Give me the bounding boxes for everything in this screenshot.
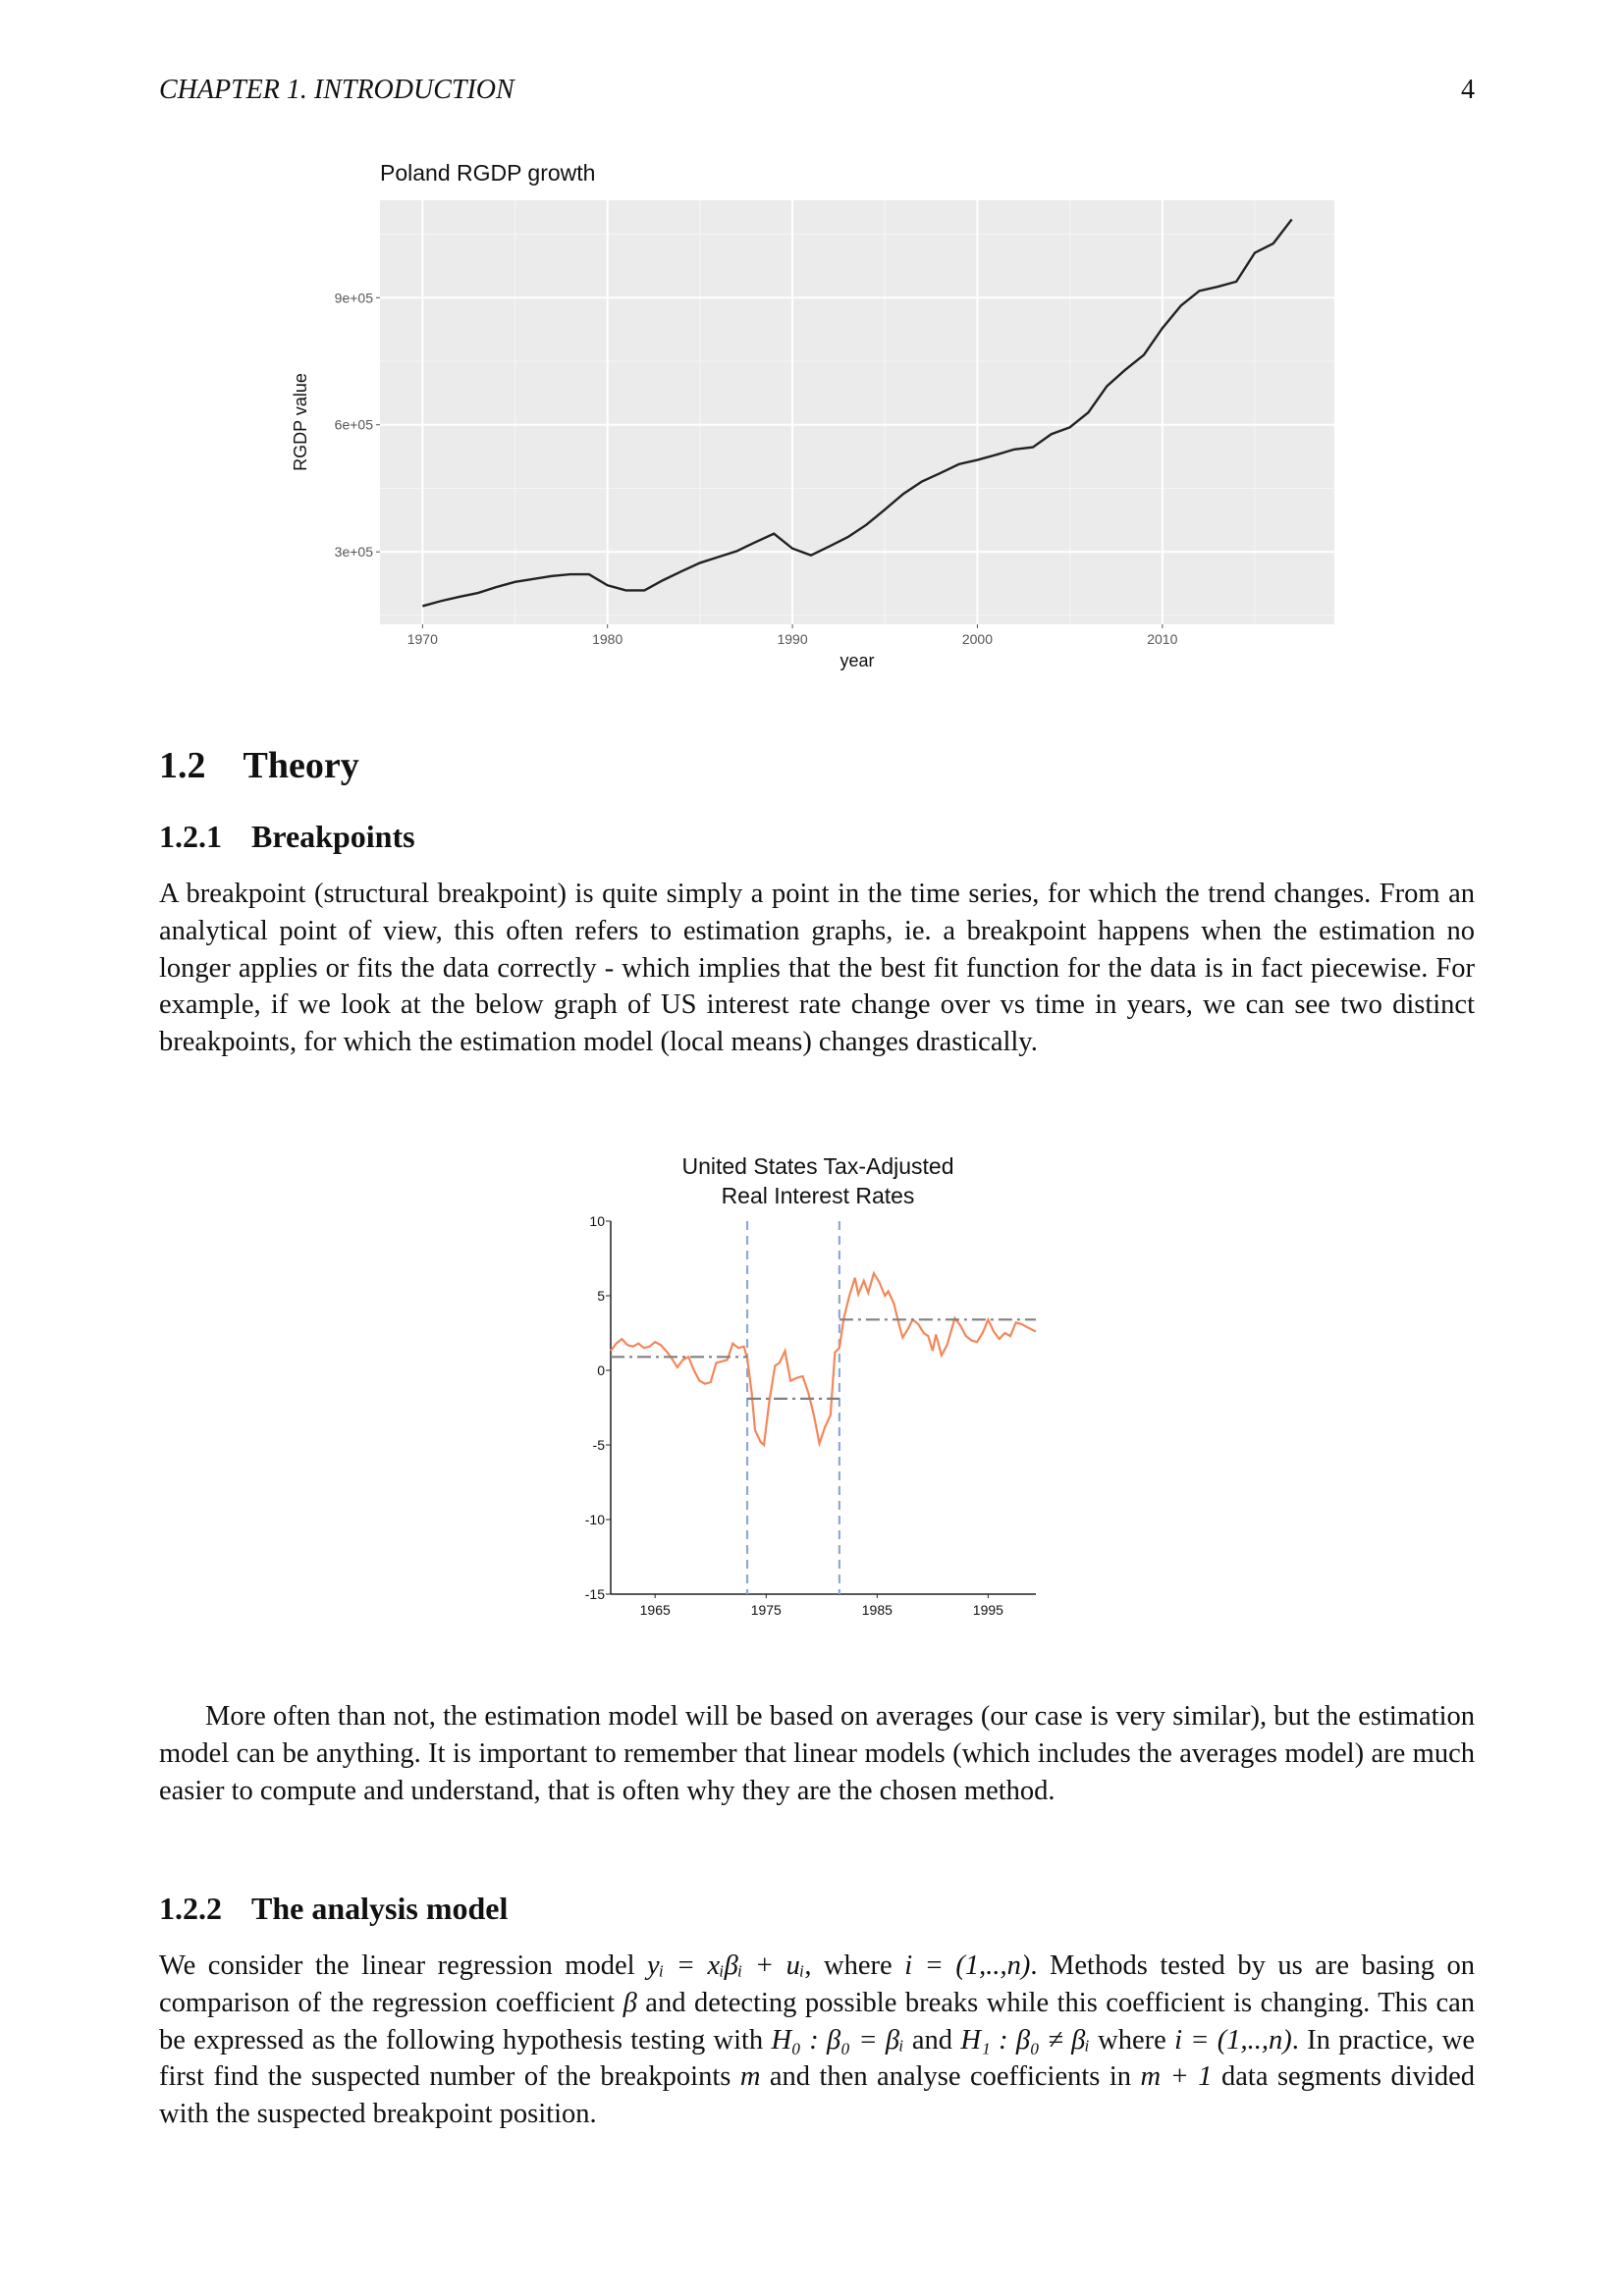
text-run: where xyxy=(1089,2024,1175,2056)
subsection-title: Breakpoints xyxy=(251,819,415,854)
subsection-title: The analysis model xyxy=(251,1891,509,1926)
x-axis-label: year xyxy=(839,651,875,670)
subsection-number: 1.2.1 xyxy=(159,819,222,854)
inline-math: yᵢ = xᵢβᵢ + uᵢ xyxy=(647,1950,805,1981)
text-run: , where xyxy=(804,1950,905,1981)
x-tick-label: 1995 xyxy=(972,1602,1003,1618)
y-tick-label: 0 xyxy=(597,1362,605,1378)
poland-rgdp-chart xyxy=(285,147,1345,687)
x-tick-label: 1990 xyxy=(777,631,808,647)
section-heading xyxy=(159,744,359,787)
inline-math: m xyxy=(739,2061,761,2093)
text-run: We consider the linear regression model xyxy=(159,1950,648,1981)
section-number: 1.2 xyxy=(159,745,206,786)
page-number: 4 xyxy=(1461,75,1475,105)
y-tick-label: 3e+05 xyxy=(334,544,373,561)
inline-math: i = (1,..,n) xyxy=(904,1950,1031,1981)
text-run: data segments divided with the suspected breakpoint position. xyxy=(159,2061,1475,2130)
x-tick-label: 1965 xyxy=(639,1602,671,1618)
text-run: and then analyse coefficients in xyxy=(760,2061,1141,2093)
text-run: . Methods tested by us are basing on comparison of the regression coefficient xyxy=(159,1950,1475,2018)
x-tick-label: 2010 xyxy=(1147,631,1178,647)
x-tick-label: 1975 xyxy=(750,1602,782,1618)
chart-title: Poland RGDP growth xyxy=(380,160,596,186)
x-tick-label: 1985 xyxy=(861,1602,893,1618)
y-tick-label: 9e+05 xyxy=(334,290,373,306)
y-tick-label: 10 xyxy=(589,1213,605,1229)
running-header-chapter: CHAPTER 1. INTRODUCTION xyxy=(159,75,514,105)
paragraph-averages: More often than not, the estimation model will be based on averages (our case is very similar), but the estimation model can be anything. It is important to remember that linear models (which includes the averages model) are much easier to compute and understand, that is often why they are the chosen method. xyxy=(159,1701,1475,1806)
inline-math: H₀ : β₀ = βᵢ xyxy=(771,2024,904,2056)
section-title: Theory xyxy=(243,745,359,786)
y-tick-label: -15 xyxy=(584,1586,605,1602)
text-run: . In practice, we first find the suspected number of the breakpoints xyxy=(159,2024,1475,2093)
y-tick-label: -5 xyxy=(592,1437,605,1453)
subsection-heading-breakpoints xyxy=(159,819,415,855)
inline-math: H₁ : β₀ ≠ βᵢ xyxy=(960,2024,1090,2056)
x-tick-label: 1970 xyxy=(406,631,438,647)
chart-title-line: Real Interest Rates xyxy=(721,1183,915,1208)
plot-panel xyxy=(380,200,1334,624)
interest-rate-line xyxy=(611,1273,1036,1445)
us-interest-rates-chart xyxy=(569,1148,1060,1639)
subsection-number: 1.2.2 xyxy=(159,1891,222,1926)
y-tick-label: -10 xyxy=(584,1512,605,1527)
x-tick-label: 2000 xyxy=(961,631,994,647)
chart-title-line: United States Tax-Adjusted xyxy=(681,1153,954,1179)
text-run: and detecting possible breaks while this coefficient is changing. This can be expressed as the following hypothesis testing with xyxy=(159,1987,1475,2056)
subsection-heading-analysis-model xyxy=(159,1891,508,1927)
paragraph-analysis-model xyxy=(159,1948,1475,2133)
y-axis-label: RGDP value xyxy=(291,373,310,471)
y-tick-label: 5 xyxy=(597,1288,605,1304)
x-tick-label: 1980 xyxy=(592,631,623,647)
inline-math: i = (1,..,n) xyxy=(1174,2024,1292,2056)
paragraph-breakpoints: A breakpoint (structural breakpoint) is quite simply a point in the time series, for which the trend changes. From an analytical point of view, this often refers to estimation graphs, ie. a breakpoint happens when the estimation no longer applies or fits the data correctly - which implies that the best fit function for the data is in fact piecewise. For example, if we look at the below graph of US interest rate change over vs time in years, we can see two distinct breakpoints, for which the estimation model (local means) changes drastically. xyxy=(159,879,1475,1058)
text-run: and xyxy=(903,2024,961,2056)
inline-math: m + 1 xyxy=(1140,2061,1213,2093)
y-tick-label: 6e+05 xyxy=(334,416,373,433)
inline-math: β xyxy=(623,1987,637,2018)
